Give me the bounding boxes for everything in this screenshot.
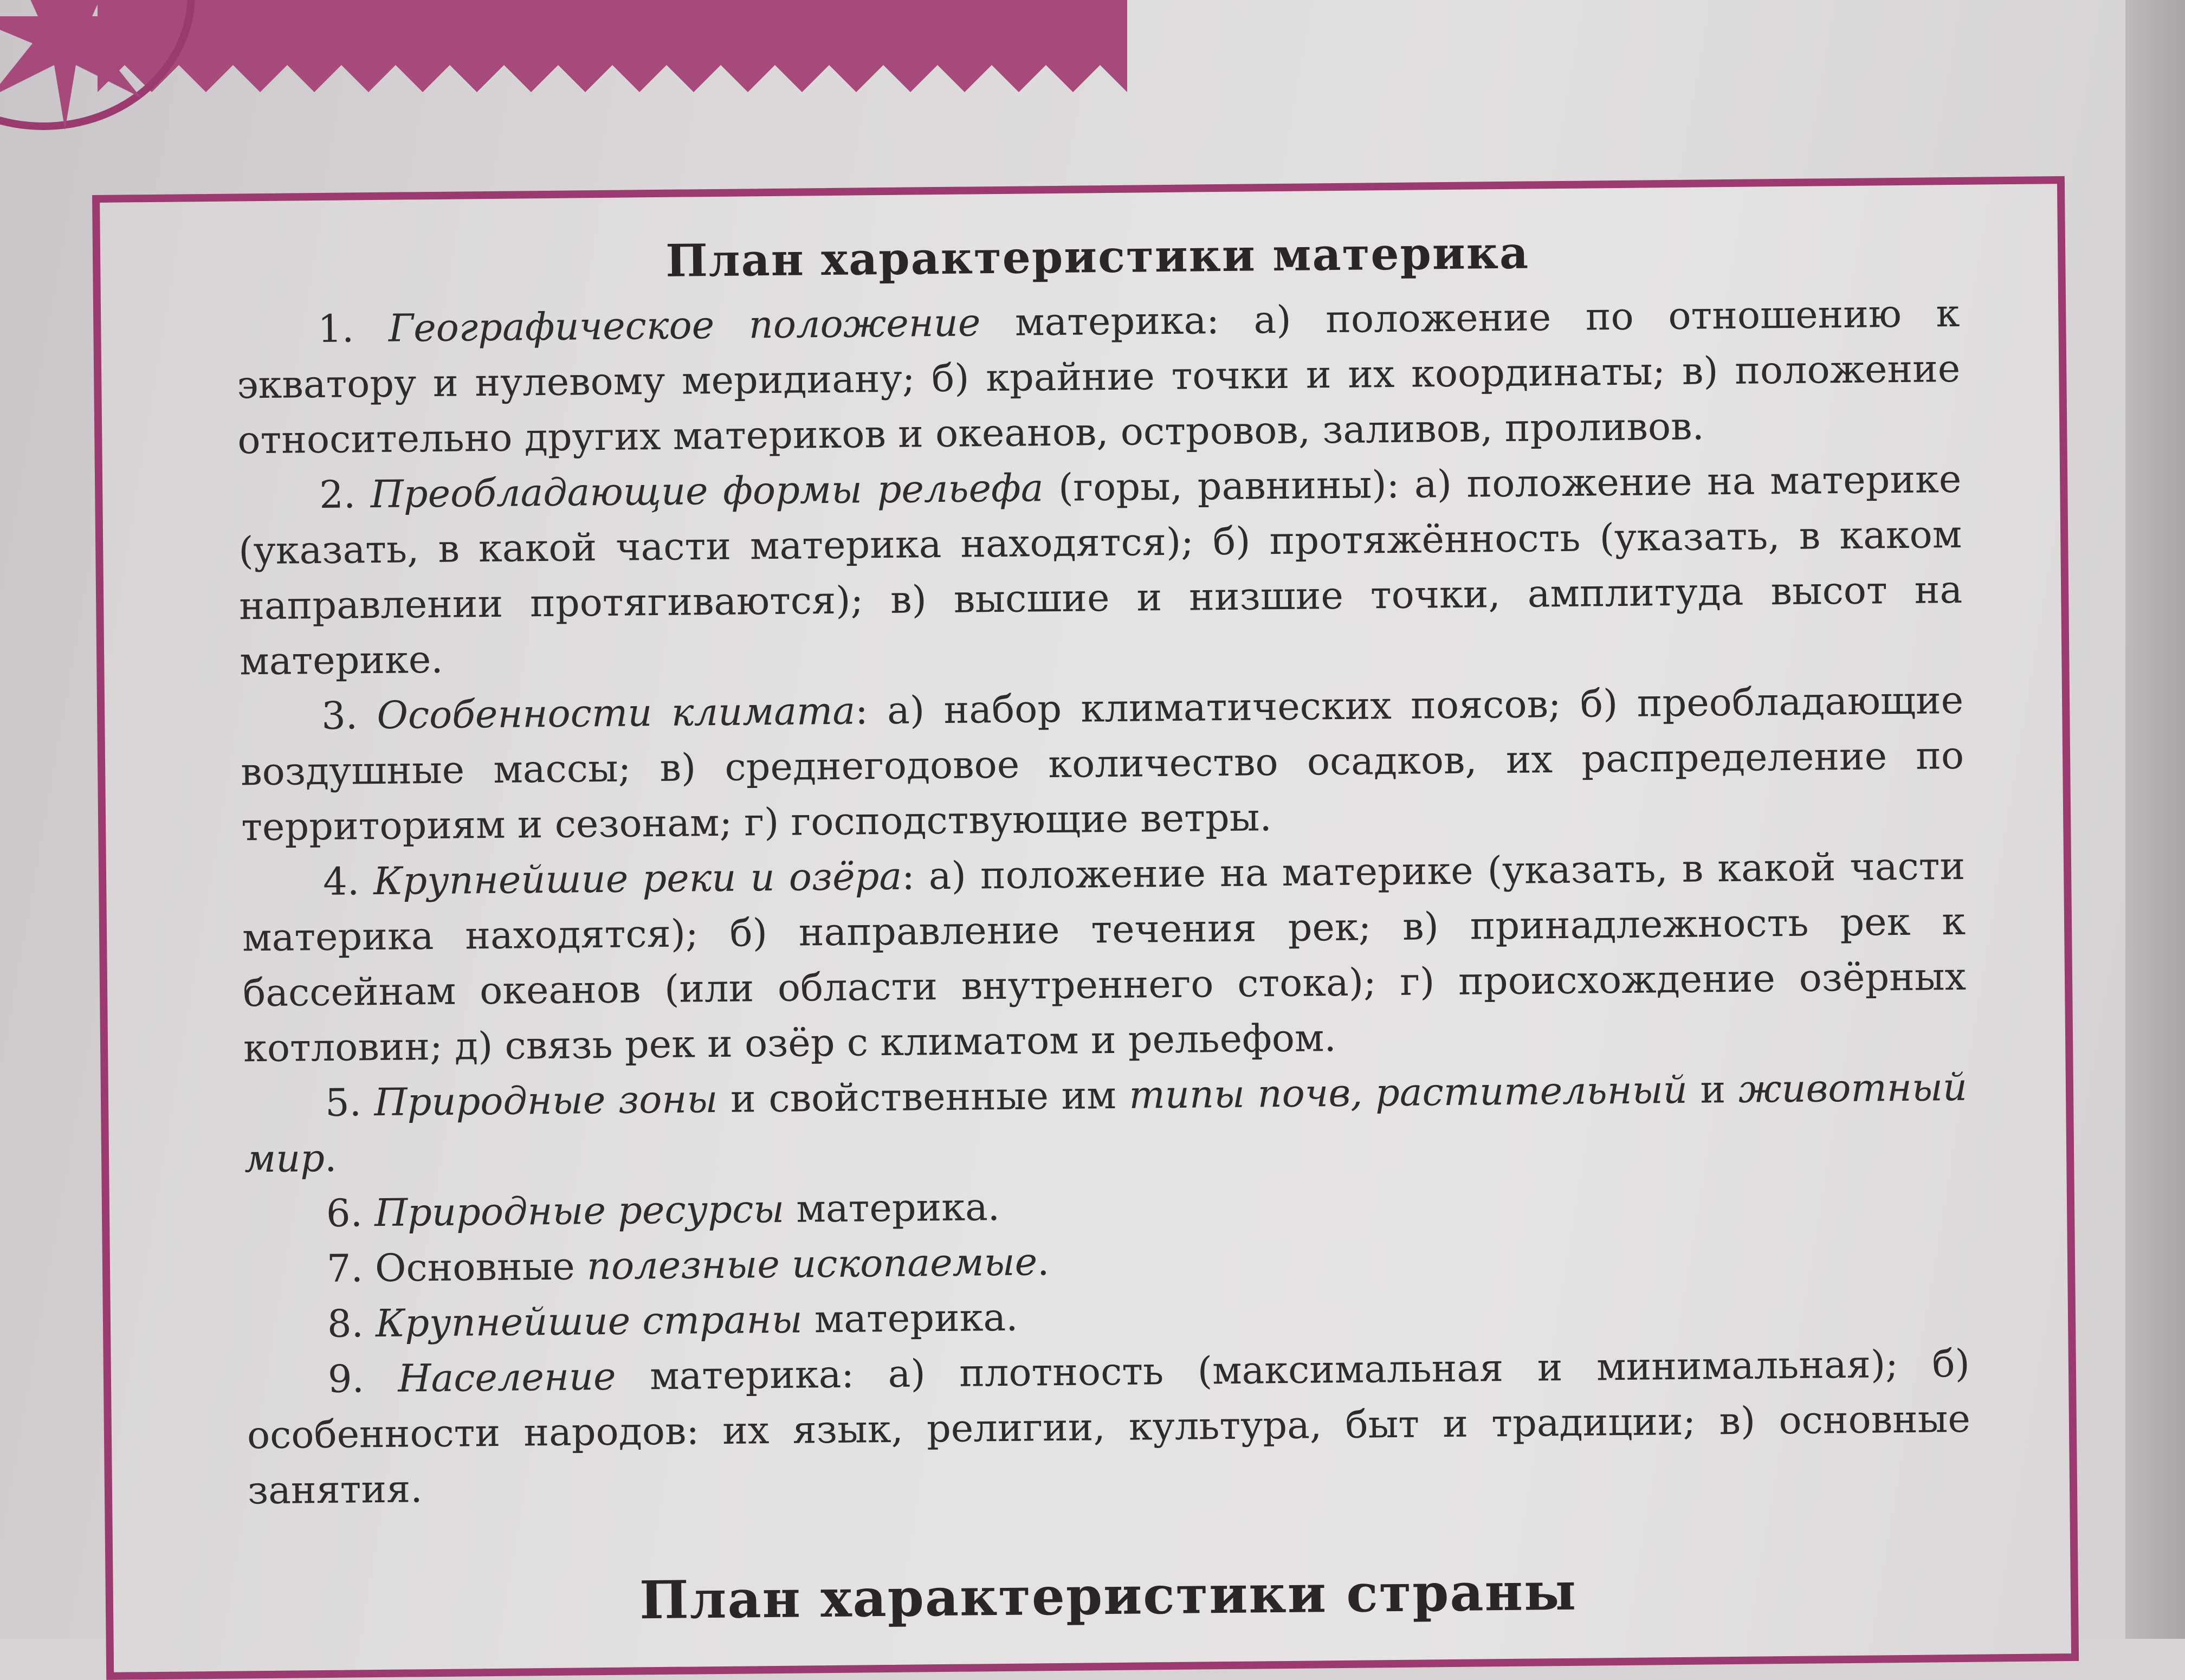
plan-item-text: и (1687, 1067, 1739, 1112)
plan-list (236, 286, 1971, 1518)
content-frame (92, 176, 2079, 1680)
plan-item-number: 1. (317, 306, 389, 352)
plan-item-text: материка: а) положение по отношению к экватору и нулевому меридиану; б) крайние точки и их координаты; в) положение относительно других материков и океанов, островов, заливов, проливов. (236, 290, 1961, 463)
plan-item-text: и свойственные им (717, 1072, 1129, 1121)
plan-item-text: . (324, 1135, 337, 1180)
plan-item-number: 6. (326, 1191, 375, 1236)
decorative-star-icon (0, 0, 163, 130)
plan-item-emphasis: Географическое положение (388, 300, 981, 351)
next-section-title: План характеристики страны (639, 1560, 1578, 1631)
plan-item-emphasis: Крупнейшие страны (375, 1297, 803, 1346)
page-edge-shadow (2125, 0, 2185, 1639)
plan-item-emphasis: Крупнейшие реки и озёра (373, 854, 902, 904)
plan-item-text: (горы, равнины): а) положение на материке (указать, в какой части материка находятся); б) протяжённость (указать, в каком направлении протягиваются); в) высшие и низшие точки, амплитуда высот на материке. (238, 456, 1963, 684)
plan-item-number: 9. (327, 1356, 398, 1401)
plan-item (242, 838, 1967, 1076)
plan-item-number: 3. (321, 693, 377, 738)
plan-item (247, 1336, 1971, 1519)
plan-item-number: 5. (325, 1080, 374, 1125)
plan-item-text: : а) набор климатических поясов; б) преобладающие воздушные массы; в) среднегодовое количество осадков, их распределение по территориям и сезонам; г) господствующие ветры. (240, 677, 1964, 850)
plan-item-text: : а) положение на материке (указать, в какой части материка находятся); б) направление течения рек; в) принадлежность рек к бассейнам океанов (или области внутреннего стока); г) происхождение озёрных котловин; д) связь рек и озёр с климатом и рельефом. (242, 843, 1967, 1071)
plan-item-number: 2. (319, 472, 371, 517)
plan-item-text: . (1037, 1239, 1050, 1284)
plan-item-text: материка. (802, 1295, 1018, 1342)
plan-item-text: Основные (374, 1244, 587, 1291)
decorative-zigzag-band (98, 0, 1127, 108)
plan-item-number: 4. (322, 859, 374, 904)
plan-item-emphasis: полезные ископаемые (586, 1239, 1038, 1289)
plan-item (244, 1059, 1968, 1187)
plan-item (240, 673, 1965, 855)
plan-item-emphasis: Природные зоны (374, 1076, 718, 1125)
page-title: План характеристики материка (665, 227, 1530, 287)
plan-item-emphasis: Преобладающие формы рельефа (370, 466, 1044, 517)
plan-item-number: 7. (326, 1246, 376, 1291)
content-body (236, 223, 1971, 1518)
plan-item-emphasis: Особенности климата (377, 688, 856, 738)
plan-item-emphasis: типы почв, растительный (1129, 1067, 1688, 1117)
plan-item-text: материка: а) плотность (максимальная и минимальная); б) особенности народов: их язык, религии, культура, быт и традиции; в) основные занятия. (247, 1341, 1971, 1513)
plan-item-text: материка. (784, 1185, 1000, 1231)
plan-item-emphasis: Природные ресурсы (374, 1186, 785, 1236)
plan-item-emphasis: Население (398, 1354, 616, 1401)
plan-item (236, 286, 1961, 468)
plan-item-emphasis: животный мир (244, 1064, 1968, 1181)
plan-item-number: 8. (327, 1301, 376, 1346)
plan-item (238, 451, 1963, 689)
